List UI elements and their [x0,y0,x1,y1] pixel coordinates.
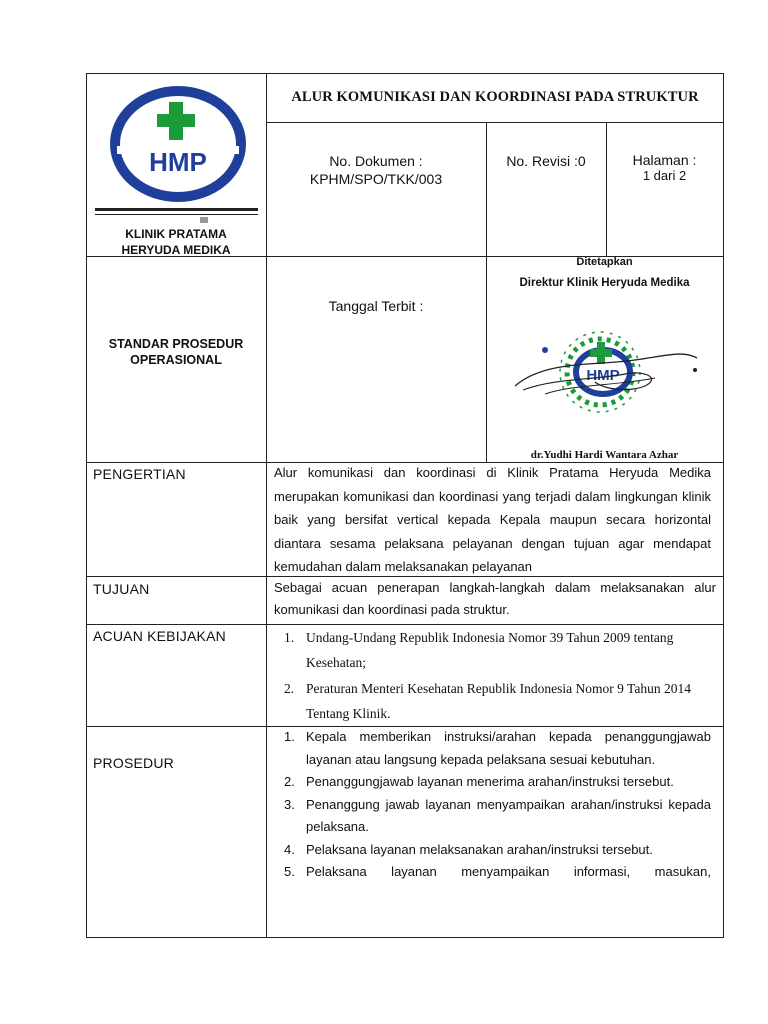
prosedur-item [274,794,711,839]
logo-rule-mark [200,217,208,223]
acuan-item-text: Undang-Undang Republik Indonesia Nomor 39 Tahun 2009 tentang Kesehatan; [306,630,674,670]
prosedur-item [274,726,711,771]
page-value: 1 dari 2 [642,168,687,183]
acuan-item-number: 2. [284,681,295,696]
issue-date-label: Tanggal Terbit : [328,298,424,314]
prosedur-item [274,839,711,862]
clinic-stamp [505,320,705,442]
prosedur-item-text: Penanggungjawab layanan menerima arahan/instruksi tersebut. [306,774,674,789]
director-name: dr.Yudhi Hardi Wantara Azhar [530,449,679,461]
clinic-name-line1: KLINIK PRATAMA [125,227,227,241]
border-bottom [86,937,724,938]
revision-number: No. Revisi :0 [506,153,586,169]
director-title: Direktur Klinik Heryuda Medika [519,277,690,289]
pengertian-text: Alur komunikasi dan koordinasi di Klinik Pratama Heryuda Medika merupakan komunikasi dan koordinasi yang terjadi dalam lingkungan klinik baik yang bersifat vertical kepada Kepala maupun secara horizontal diantara sesama pelaksana pelayanan dengan tujuan agar mendapat kemudahan dalam melaksanakan pelayanan [274,465,711,574]
logo-rule-thin [95,214,258,215]
document-title: ALUR KOMUNIKASI DAN KOORDINASI PADA STRUKTUR [291,89,699,105]
prosedur-item-number: 4. [284,841,295,857]
clinic-name [86,226,266,258]
stamp-signature-icon [505,320,705,442]
sop-label-line2: OPERASIONAL [130,353,222,367]
established-label: Ditetapkan [576,256,633,268]
acuan-item-number: 1. [284,630,295,645]
prosedur-list [274,726,711,884]
divider-revision-page [606,122,607,256]
acuan-item-text: Peraturan Menteri Kesehatan Republik Indonesia Nomor 9 Tahun 2014 Tentang Klinik. [306,681,691,721]
divider-left-column [266,73,267,938]
acuan-item [274,625,718,675]
prosedur-item-number: 2. [284,774,295,789]
sop-label [86,336,266,368]
prosedur-item-text: Pelaksana layanan menyampaikan informasi, masukan, [306,864,711,879]
acuan-list [274,625,718,727]
border-left [86,73,87,938]
tujuan-label: TUJUAN [93,581,150,597]
prosedur-item-number: 3. [284,796,295,812]
prosedur-item-number: 1. [284,729,295,744]
document-number-value: KPHM/SPO/TKK/003 [309,171,443,187]
prosedur-item-text: Pelaksana layanan melaksanakan arahan/instruksi tersebut. [306,841,653,857]
sop-label-line1: STANDAR PROSEDUR [108,337,244,351]
pengertian-label: PENGERTIAN [93,466,186,482]
logo-rule-thick [95,208,258,211]
hmp-logo-icon [103,86,253,202]
prosedur-item [274,861,711,884]
acuan-item [274,676,718,726]
prosedur-item-number: 5. [284,864,295,879]
page-label: Halaman : [632,152,697,168]
divider-title [266,122,724,123]
border-right [723,73,724,938]
prosedur-item-text: Penanggung jawab layanan menyampaikan arahan/instruksi kepada pelaksana. [306,796,711,834]
divider-doc-revision [486,122,487,462]
prosedur-item-text: Kepala memberikan instruksi/arahan kepada penanggungjawab layanan atau langsung kepada pelaksana sesuai kebutuhan. [306,729,711,767]
svg-text:HMP: HMP [149,147,207,177]
clinic-logo [103,86,253,202]
prosedur-item [274,771,711,794]
clinic-name-line2: HERYUDA MEDIKA [121,243,231,257]
document-number [266,152,486,188]
acuan-label: ACUAN KEBIJAKAN [93,628,226,644]
border-top [86,73,724,74]
page-info [606,152,723,184]
svg-text:HMP: HMP [586,367,620,384]
tujuan-text: Sebagai acuan penerapan langkah-langkah dalam melaksanakan alur komunikasi dan koordinasi pada struktur. [274,580,716,617]
prosedur-label: PROSEDUR [93,755,174,771]
document-number-label: No. Dokumen : [329,153,423,169]
